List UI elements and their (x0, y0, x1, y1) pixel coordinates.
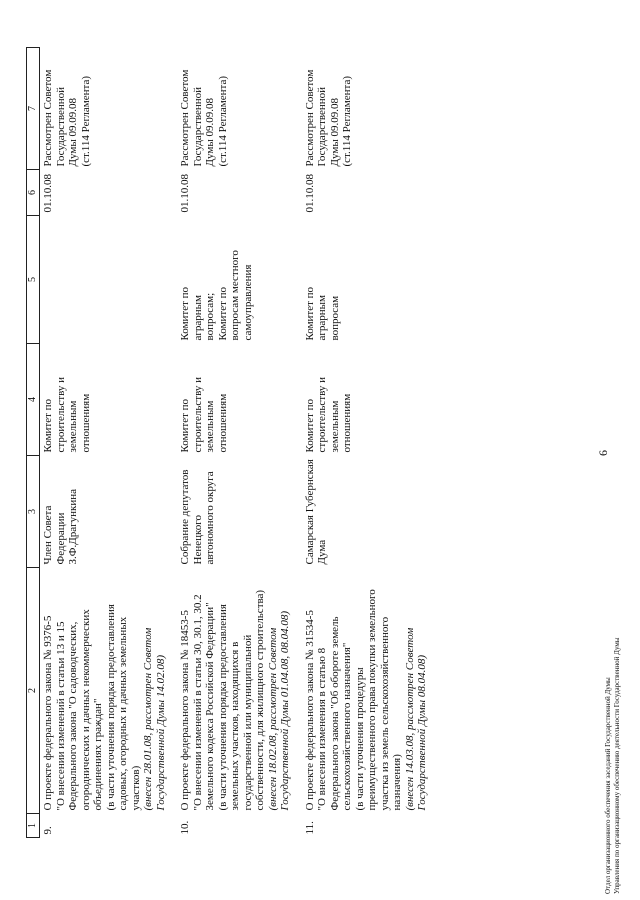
cocommittee-line: Комитет по (303, 286, 316, 341)
desc-line: (в части уточнения порядка предоставления (216, 604, 229, 811)
row-number: 9. (42, 826, 54, 835)
table-row (179, 48, 304, 838)
row-number-cell (179, 814, 304, 838)
row-number: 11. (303, 821, 316, 835)
note-line: (внесен 28.01.08, рассмотрен Советом (142, 627, 154, 811)
column-header: 7 (27, 48, 40, 170)
desc-line: земельных участков, находящихся в (229, 641, 241, 811)
desc-line: сельскохозяйственного назначения" (341, 642, 353, 811)
result-line: Рассмотрен Советом (179, 69, 191, 167)
author-line: Самарская Губернская (303, 459, 316, 565)
result-line: Государственной (191, 86, 204, 167)
bill-description-cell (304, 568, 429, 814)
author-line: Член Совета (42, 505, 54, 565)
cocommittee-line: самоуправления (241, 264, 254, 341)
footer-line: Управления по организационному обеспечению деятельности Государственной Думы (613, 637, 621, 894)
co-committee-cell (304, 216, 429, 344)
author-line: Дума (316, 539, 328, 565)
author-line: Ненецкого (191, 514, 204, 565)
column-header: 2 (27, 568, 40, 814)
desc-line: государственной или муниципальной (241, 634, 254, 811)
committee-line: земельным (67, 400, 79, 453)
cocommittee-line: вопросам; (204, 292, 216, 341)
desc-line: "О внесении изменений в статьи 30, 30.1, 30.2 (191, 594, 204, 811)
note-line: Государственной Думы 08.04.08) (416, 654, 428, 811)
desc-line: (в части уточнения процедуры (353, 667, 366, 811)
table-row (40, 48, 180, 838)
date: 01.10.08 (303, 174, 316, 213)
author-cell (304, 456, 429, 568)
cocommittee-line: Комитет по (179, 286, 191, 341)
column-header: 4 (27, 344, 40, 456)
footer-line: Отдел организационного обеспечения заседаний Государственной Думы (604, 677, 612, 894)
responsible-committee-cell (40, 344, 180, 456)
cocommittee-line: аграрным (316, 294, 328, 341)
date-cell (40, 170, 180, 216)
committee-line: земельным (328, 400, 341, 453)
bill-description-cell (40, 568, 180, 814)
committee-line: Комитет по (179, 398, 191, 453)
result-line: Думы 09.09.08 (204, 98, 216, 167)
desc-line: О проекте федерального закона № 18453-5 (179, 610, 191, 811)
footer (604, 638, 622, 894)
column-number-row (27, 48, 40, 838)
bills-table (26, 47, 429, 838)
result-line: Думы 09.09.08 (67, 98, 79, 167)
committee-line: отношениям (216, 393, 229, 453)
table-row (304, 48, 429, 838)
committee-line: Комитет по (42, 398, 54, 453)
desc-line: участков) (129, 765, 142, 811)
desc-line: (в части уточнения порядка предоставления (104, 604, 117, 811)
result-line: Государственной (54, 86, 67, 167)
bill-description-cell (179, 568, 304, 814)
result-line: (ст.114 Регламента) (216, 75, 229, 167)
author-line: З.Ф.Драгункина (67, 489, 79, 565)
column-header: 1 (27, 814, 40, 838)
row-number-cell (304, 814, 429, 838)
committee-line: строительству и (316, 376, 328, 453)
note-line: Государственной Думы 14.02.08) (154, 654, 167, 811)
committee-line: строительству и (191, 376, 204, 453)
desc-line: участка из земель сельскохозяйственного (378, 616, 391, 811)
desc-line: Земельного кодекса Российской Федерации" (204, 602, 216, 811)
desc-line: Федерального закона "Об обороте земель (328, 616, 341, 811)
row-number: 10. (179, 820, 191, 835)
page-number: 6 (596, 450, 610, 456)
author-line: Федерации (54, 512, 67, 565)
date: 01.10.08 (42, 174, 54, 213)
author-line: Собрание депутатов (179, 469, 191, 565)
result-cell (304, 48, 429, 170)
result-cell (40, 48, 180, 170)
result-cell (179, 48, 304, 170)
author-line: автономного округа (204, 471, 216, 565)
cocommittee-line: вопросам (328, 295, 341, 341)
date-cell (304, 170, 429, 216)
row-number-cell (40, 814, 180, 838)
note-line: Государственной Думы 01.04.08, 08.04.08) (279, 610, 291, 811)
author-cell (40, 456, 180, 568)
result-line: (ст.114 Регламента) (79, 75, 92, 167)
responsible-committee-cell (179, 344, 304, 456)
committee-line: Комитет по (303, 398, 316, 453)
column-header: 5 (27, 216, 40, 344)
desc-line: садовых, огородных и дачных земельных (117, 616, 129, 811)
desc-line: собственности, для жилищного строительства) (254, 589, 266, 811)
desc-line: назначения) (391, 754, 403, 811)
desc-line: "О внесении изменений в статьи 13 и 15 (54, 621, 67, 811)
committee-line: строительству и (54, 376, 67, 453)
co-committee-cell (40, 216, 180, 344)
committee-line: отношениям (341, 393, 353, 453)
result-line: Думы 09.09.08 (328, 98, 341, 167)
co-committee-cell (179, 216, 304, 344)
date-cell (179, 170, 304, 216)
note-line: (внесен 18.02.08, рассмотрен Советом (266, 627, 279, 811)
column-header: 6 (27, 170, 40, 216)
column-header: 3 (27, 456, 40, 568)
committee-line: земельным (204, 400, 216, 453)
note-line: (внесен 14.03.08, рассмотрен Советом (403, 627, 416, 811)
desc-line: объединениях граждан" (92, 698, 104, 811)
responsible-committee-cell (304, 344, 429, 456)
cocommittee-line: аграрным (191, 294, 204, 341)
desc-line: Федерального закона "О садоводческих, (67, 621, 79, 811)
desc-line: О проекте федерального закона № 9376-5 (42, 615, 54, 811)
author-cell (179, 456, 304, 568)
desc-line: "О внесении изменения в статью 8 (316, 647, 328, 811)
desc-line: О проекте федерального закона № 31534-5 (303, 610, 316, 811)
result-line: (ст.114 Регламента) (341, 75, 353, 167)
cocommittee-line: Комитет по (216, 286, 229, 341)
committee-line: отношениям (79, 393, 92, 453)
cocommittee-line: вопросам местного (229, 250, 241, 341)
desc-line: огороднических и дачных некоммерческих (79, 609, 92, 811)
desc-line: преимущественного права покупки земельного (366, 589, 378, 811)
result-line: Государственной (316, 86, 328, 167)
date: 01.10.08 (179, 174, 191, 213)
result-line: Рассмотрен Советом (303, 69, 316, 167)
result-line: Рассмотрен Советом (42, 69, 54, 167)
